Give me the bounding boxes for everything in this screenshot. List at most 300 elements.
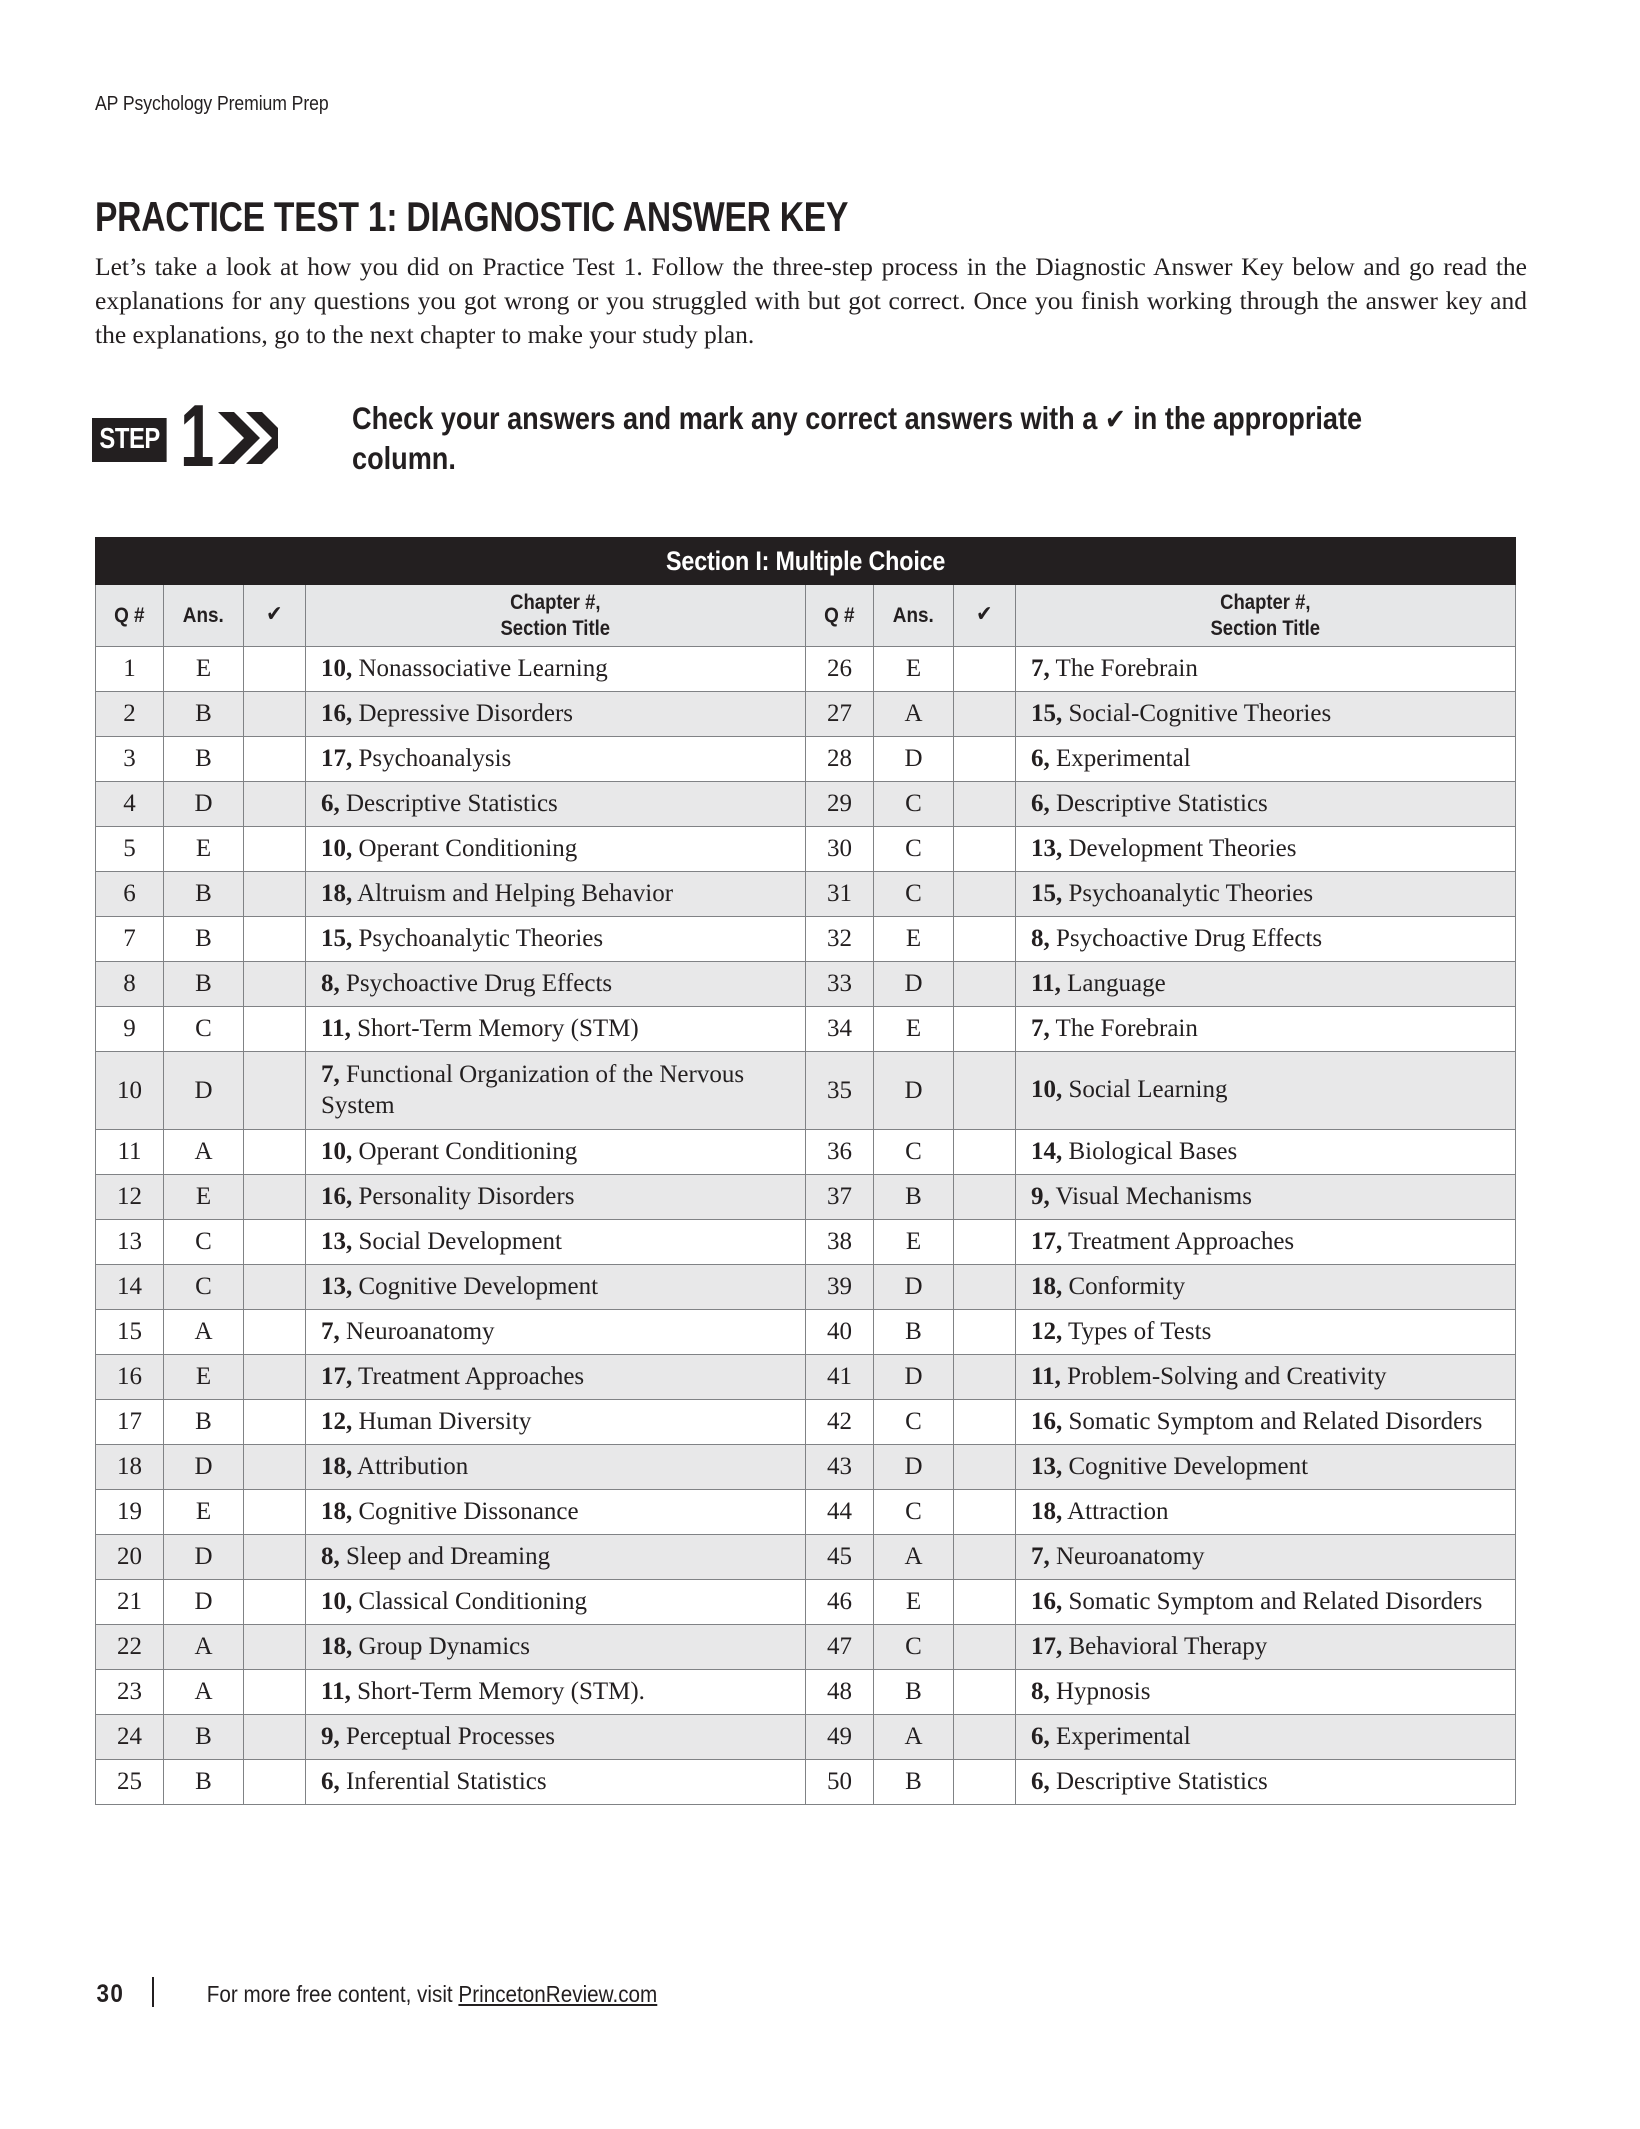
cell-question-number-left: 11: [96, 1130, 164, 1175]
cell-answer-right: C: [874, 1625, 954, 1670]
chapter-number: 6,: [321, 1767, 340, 1795]
cell-chapter-section-left: [306, 872, 806, 917]
cell-chapter-section-right: [1016, 962, 1516, 1007]
cell-answer-right: D: [874, 1355, 954, 1400]
chapter-number: 18,: [321, 1632, 353, 1660]
cell-check-box-left[interactable]: [244, 647, 306, 692]
section-title: Attribution: [352, 1452, 469, 1480]
chapter-number: 17,: [1031, 1227, 1063, 1255]
chapter-number: 14,: [1031, 1137, 1063, 1165]
cell-check-box-right[interactable]: [954, 1130, 1016, 1175]
cell-chapter-section-right: [1016, 1310, 1516, 1355]
cell-question-number-right: 49: [806, 1715, 874, 1760]
cell-answer-right: C: [874, 1490, 954, 1535]
cell-answer-left: E: [164, 647, 244, 692]
cell-question-number-left: 24: [96, 1715, 164, 1760]
table-row: [96, 962, 1516, 1007]
cell-chapter-section-right: [1016, 1175, 1516, 1220]
chapter-number: 6,: [1031, 1767, 1050, 1795]
cell-check-box-right[interactable]: [954, 692, 1016, 737]
chapter-number: 15,: [1031, 699, 1063, 727]
double-chevron-right-icon: [216, 410, 278, 471]
cell-answer-right: E: [874, 1580, 954, 1625]
cell-answer-left: B: [164, 872, 244, 917]
cell-check-box-left[interactable]: [244, 1355, 306, 1400]
chapter-number: 18,: [321, 879, 353, 907]
cell-check-box-right[interactable]: [954, 782, 1016, 827]
section-title: Social-Cognitive Theories: [1062, 699, 1332, 727]
cell-check-box-left[interactable]: [244, 962, 306, 1007]
cell-chapter-section-right: [1016, 1445, 1516, 1490]
cell-answer-left: D: [164, 782, 244, 827]
cell-check-box-right[interactable]: [954, 1265, 1016, 1310]
chapter-number: 16,: [1031, 1407, 1063, 1435]
cell-chapter-section-right: [1016, 1535, 1516, 1580]
cell-check-box-right[interactable]: [954, 872, 1016, 917]
cell-chapter-section-left: [306, 1670, 806, 1715]
cell-chapter-section-left: [306, 692, 806, 737]
cell-check-box-right[interactable]: [954, 827, 1016, 872]
chapter-number: 11,: [321, 1014, 351, 1042]
col-header-ans-right: [874, 585, 954, 647]
cell-answer-left: B: [164, 1715, 244, 1760]
step-instruction: [352, 398, 1367, 479]
section-banner: [96, 538, 1516, 585]
cell-check-box-left[interactable]: [244, 1007, 306, 1052]
cell-check-box-left[interactable]: [244, 737, 306, 782]
cell-answer-right: B: [874, 1310, 954, 1355]
cell-chapter-section-right: [1016, 872, 1516, 917]
cell-question-number-left: 6: [96, 872, 164, 917]
cell-check-box-left[interactable]: [244, 1490, 306, 1535]
cell-check-box-left[interactable]: [244, 1130, 306, 1175]
section-title: Types of Tests: [1062, 1317, 1212, 1345]
section-title: Neuroanatomy: [1049, 1542, 1205, 1570]
col-header-chapter-left-line1: Chapter #,: [510, 591, 601, 615]
table-row: [96, 1265, 1516, 1310]
col-header-check-right: [954, 585, 1016, 647]
cell-chapter-section-left: [306, 1265, 806, 1310]
table-row: [96, 692, 1516, 737]
chapter-number: 13,: [321, 1227, 353, 1255]
cell-question-number-right: 36: [806, 1130, 874, 1175]
cell-answer-left: B: [164, 962, 244, 1007]
section-title: Inferential Statistics: [339, 1767, 547, 1795]
section-title: The Forebrain: [1049, 1014, 1198, 1042]
chapter-number: 10,: [1031, 1076, 1063, 1104]
cell-check-box-right[interactable]: [954, 1007, 1016, 1052]
answer-key-table: [95, 537, 1516, 1805]
table-row: [96, 1130, 1516, 1175]
cell-check-box-left[interactable]: [244, 917, 306, 962]
cell-question-number-left: 25: [96, 1760, 164, 1805]
cell-chapter-section-left: [306, 1355, 806, 1400]
table-row: [96, 1715, 1516, 1760]
cell-answer-right: E: [874, 1220, 954, 1265]
cell-question-number-right: 46: [806, 1580, 874, 1625]
cell-question-number-right: 45: [806, 1535, 874, 1580]
cell-check-box-right[interactable]: [954, 1625, 1016, 1670]
cell-answer-right: C: [874, 872, 954, 917]
cell-check-box-right[interactable]: [954, 1052, 1016, 1130]
cell-check-box-right[interactable]: [954, 1715, 1016, 1760]
section-title: Depressive Disorders: [352, 699, 574, 727]
table-row: [96, 1445, 1516, 1490]
cell-check-box-right[interactable]: [954, 1580, 1016, 1625]
cell-chapter-section-left: [306, 1535, 806, 1580]
step-instruction-part2: in the appropriate column.: [352, 400, 1363, 477]
cell-answer-right: B: [874, 1760, 954, 1805]
cell-question-number-right: 31: [806, 872, 874, 917]
section-title: Attraction: [1062, 1497, 1169, 1525]
cell-answer-right: C: [874, 827, 954, 872]
cell-question-number-right: 48: [806, 1670, 874, 1715]
table-row: [96, 1760, 1516, 1805]
cell-answer-left: C: [164, 1265, 244, 1310]
section-title: Perceptual Processes: [339, 1722, 555, 1750]
cell-chapter-section-left: [306, 1007, 806, 1052]
section-title: Neuroanatomy: [339, 1317, 495, 1345]
cell-check-box-right[interactable]: [954, 1175, 1016, 1220]
cell-question-number-left: 10: [96, 1052, 164, 1130]
page-title: PRACTICE TEST 1: DIAGNOSTIC ANSWER KEY: [95, 193, 849, 241]
cell-chapter-section-right: [1016, 737, 1516, 782]
cell-chapter-section-right: [1016, 647, 1516, 692]
cell-question-number-right: 30: [806, 827, 874, 872]
cell-chapter-section-right: [1016, 1130, 1516, 1175]
cell-answer-right: C: [874, 782, 954, 827]
table-row: [96, 1580, 1516, 1625]
section-title: Personality Disorders: [352, 1182, 575, 1210]
table-row: [96, 872, 1516, 917]
cell-answer-right: B: [874, 1670, 954, 1715]
cell-question-number-right: 37: [806, 1175, 874, 1220]
cell-answer-left: E: [164, 1490, 244, 1535]
table-row: [96, 1400, 1516, 1445]
cell-check-box-left[interactable]: [244, 872, 306, 917]
cell-answer-left: E: [164, 827, 244, 872]
cell-answer-left: C: [164, 1220, 244, 1265]
section-title: Short-Term Memory (STM).: [350, 1677, 645, 1705]
cell-check-box-right[interactable]: [954, 1355, 1016, 1400]
cell-chapter-section-right: [1016, 1580, 1516, 1625]
section-title: Nonassociative Learning: [352, 654, 608, 682]
table-row: [96, 782, 1516, 827]
section-title: Conformity: [1062, 1272, 1186, 1300]
table-banner-row: [96, 538, 1516, 585]
cell-question-number-left: 15: [96, 1310, 164, 1355]
chapter-number: 7,: [1031, 1542, 1050, 1570]
footer-url-link[interactable]: PrincetonReview.com: [458, 1981, 658, 2007]
table-row: [96, 1625, 1516, 1670]
cell-question-number-right: 27: [806, 692, 874, 737]
cell-check-box-right[interactable]: [954, 1490, 1016, 1535]
cell-check-box-right[interactable]: [954, 1670, 1016, 1715]
section-title: Altruism and Helping Behavior: [352, 879, 674, 907]
cell-answer-left: A: [164, 1670, 244, 1715]
step-number: 1: [180, 386, 215, 485]
cell-question-number-left: 16: [96, 1355, 164, 1400]
cell-chapter-section-right: [1016, 1052, 1516, 1130]
cell-check-box-left[interactable]: [244, 1535, 306, 1580]
section-title: Social Development: [352, 1227, 562, 1255]
cell-check-box-right[interactable]: [954, 1445, 1016, 1490]
cell-question-number-right: 32: [806, 917, 874, 962]
cell-chapter-section-right: [1016, 1760, 1516, 1805]
chapter-number: 18,: [321, 1497, 353, 1525]
cell-question-number-left: 3: [96, 737, 164, 782]
table-row: [96, 1310, 1516, 1355]
cell-question-number-right: 40: [806, 1310, 874, 1355]
section-title: Social Learning: [1062, 1076, 1228, 1104]
cell-check-box-right[interactable]: [954, 1400, 1016, 1445]
cell-answer-right: A: [874, 692, 954, 737]
chapter-number: 17,: [321, 1362, 353, 1390]
col-header-check-left: [244, 585, 306, 647]
cell-answer-left: A: [164, 1130, 244, 1175]
table-row: [96, 1355, 1516, 1400]
cell-chapter-section-right: [1016, 782, 1516, 827]
cell-chapter-section-right: [1016, 1007, 1516, 1052]
cell-question-number-right: 28: [806, 737, 874, 782]
step-badge: [92, 386, 297, 485]
cell-chapter-section-left: [306, 1310, 806, 1355]
chapter-number: 7,: [1031, 654, 1050, 682]
cell-chapter-section-left: [306, 917, 806, 962]
cell-check-box-left[interactable]: [244, 1220, 306, 1265]
chapter-number: 16,: [321, 699, 353, 727]
section-title: Descriptive Statistics: [1049, 1767, 1268, 1795]
chapter-number: 13,: [1031, 1452, 1063, 1480]
cell-answer-left: D: [164, 1580, 244, 1625]
cell-chapter-section-left: [306, 782, 806, 827]
cell-check-box-left[interactable]: [244, 692, 306, 737]
footer-text-label: For more free content, visit: [206, 1981, 459, 2007]
cell-check-box-right[interactable]: [954, 1220, 1016, 1265]
chapter-number: 12,: [321, 1407, 353, 1435]
cell-check-box-left[interactable]: [244, 1715, 306, 1760]
cell-answer-right: D: [874, 1265, 954, 1310]
section-title: Language: [1060, 969, 1166, 997]
cell-check-box-left[interactable]: [244, 827, 306, 872]
cell-answer-right: D: [874, 1445, 954, 1490]
section-title: Cognitive Development: [352, 1272, 599, 1300]
cell-answer-left: A: [164, 1310, 244, 1355]
table-row: [96, 827, 1516, 872]
running-head: AP Psychology Premium Prep: [95, 92, 329, 115]
section-title: Experimental: [1049, 744, 1191, 772]
cell-chapter-section-right: [1016, 1220, 1516, 1265]
chapter-number: 10,: [321, 654, 353, 682]
cell-chapter-section-left: [306, 1625, 806, 1670]
cell-chapter-section-left: [306, 1175, 806, 1220]
cell-question-number-left: 2: [96, 692, 164, 737]
cell-check-box-left[interactable]: [244, 1670, 306, 1715]
cell-check-box-left[interactable]: [244, 1310, 306, 1355]
table-row: [96, 1175, 1516, 1220]
table-row: [96, 647, 1516, 692]
chapter-number: 11,: [1031, 969, 1061, 997]
cell-chapter-section-right: [1016, 1265, 1516, 1310]
section-title: Psychoanalysis: [352, 744, 512, 772]
section-title: Operant Conditioning: [352, 834, 578, 862]
cell-question-number-left: 7: [96, 917, 164, 962]
cell-chapter-section-right: [1016, 1400, 1516, 1445]
cell-question-number-right: 35: [806, 1052, 874, 1130]
cell-chapter-section-left: [306, 1580, 806, 1625]
section-title: Treatment Approaches: [1062, 1227, 1295, 1255]
cell-chapter-section-left: [306, 1052, 806, 1130]
col-header-chapter-right-line2: Section Title: [1210, 616, 1321, 640]
chapter-number: 16,: [1031, 1587, 1063, 1615]
cell-chapter-section-left: [306, 962, 806, 1007]
cell-check-box-right[interactable]: [954, 1760, 1016, 1805]
cell-answer-right: D: [874, 1052, 954, 1130]
section-title: Operant Conditioning: [352, 1137, 578, 1165]
cell-check-box-left[interactable]: [244, 1265, 306, 1310]
cell-chapter-section-right: [1016, 692, 1516, 737]
cell-answer-left: B: [164, 1760, 244, 1805]
cell-check-box-left[interactable]: [244, 1625, 306, 1670]
cell-question-number-right: 33: [806, 962, 874, 1007]
cell-answer-right: D: [874, 737, 954, 782]
cell-question-number-right: 26: [806, 647, 874, 692]
cell-chapter-section-left: [306, 1760, 806, 1805]
cell-question-number-right: 44: [806, 1490, 874, 1535]
chapter-number: 12,: [1031, 1317, 1063, 1345]
step-banner: [92, 386, 1532, 485]
cell-chapter-section-right: [1016, 1355, 1516, 1400]
section-title: Behavioral Therapy: [1062, 1632, 1268, 1660]
table-row: [96, 1052, 1516, 1130]
col-header-chapter-right: [1016, 585, 1516, 647]
step-instruction-part1: Check your answers and mark any correct answers with a: [352, 400, 1105, 436]
cell-check-box-right[interactable]: [954, 917, 1016, 962]
cell-check-box-left[interactable]: [244, 1445, 306, 1490]
cell-chapter-section-left: [306, 827, 806, 872]
cell-question-number-right: 47: [806, 1625, 874, 1670]
section-title: Descriptive Statistics: [339, 789, 558, 817]
cell-question-number-left: 22: [96, 1625, 164, 1670]
cell-answer-right: A: [874, 1535, 954, 1580]
cell-check-box-left[interactable]: [244, 782, 306, 827]
cell-chapter-section-left: [306, 1715, 806, 1760]
cell-chapter-section-left: [306, 1445, 806, 1490]
cell-question-number-left: 4: [96, 782, 164, 827]
cell-answer-left: D: [164, 1535, 244, 1580]
cell-question-number-left: 12: [96, 1175, 164, 1220]
cell-check-box-left[interactable]: [244, 1175, 306, 1220]
cell-question-number-right: 39: [806, 1265, 874, 1310]
table-row: [96, 1535, 1516, 1580]
cell-answer-right: C: [874, 1130, 954, 1175]
cell-check-box-left[interactable]: [244, 1580, 306, 1625]
cell-question-number-left: 13: [96, 1220, 164, 1265]
cell-question-number-right: 41: [806, 1355, 874, 1400]
section-title: Human Diversity: [352, 1407, 532, 1435]
cell-chapter-section-left: [306, 1400, 806, 1445]
cell-chapter-section-right: [1016, 917, 1516, 962]
cell-answer-right: E: [874, 1007, 954, 1052]
cell-check-box-right[interactable]: [954, 1310, 1016, 1355]
chapter-number: 18,: [1031, 1497, 1063, 1525]
chapter-number: 10,: [321, 834, 353, 862]
section-title: Sleep and Dreaming: [339, 1542, 551, 1570]
footer-text: [207, 1981, 658, 2008]
section-title: Somatic Symptom and Related Disorders: [1062, 1587, 1483, 1615]
cell-answer-right: E: [874, 917, 954, 962]
section-title: Functional Organization of the Nervous System: [321, 1061, 745, 1119]
cell-check-box-right[interactable]: [954, 962, 1016, 1007]
chapter-number: 13,: [321, 1272, 353, 1300]
section-title: Psychoanalytic Theories: [1062, 879, 1314, 907]
chapter-number: 10,: [321, 1137, 353, 1165]
cell-question-number-left: 23: [96, 1670, 164, 1715]
cell-chapter-section-right: [1016, 1715, 1516, 1760]
section-title: Group Dynamics: [352, 1632, 530, 1660]
step-label: STEP: [92, 418, 166, 462]
check-glyph-icon: ✔: [1104, 402, 1126, 436]
cell-check-box-right[interactable]: [954, 737, 1016, 782]
chapter-number: 17,: [321, 744, 353, 772]
cell-check-box-right[interactable]: [954, 647, 1016, 692]
cell-answer-right: B: [874, 1175, 954, 1220]
cell-check-box-left[interactable]: [244, 1400, 306, 1445]
chapter-number: 17,: [1031, 1632, 1063, 1660]
col-header-chapter-left: [306, 585, 806, 647]
chapter-number: 9,: [321, 1722, 340, 1750]
cell-answer-right: A: [874, 1715, 954, 1760]
check-icon-left: ✔: [266, 602, 283, 628]
cell-question-number-left: 14: [96, 1265, 164, 1310]
table-row: [96, 1220, 1516, 1265]
section-title: Descriptive Statistics: [1049, 789, 1268, 817]
chapter-number: 7,: [321, 1317, 340, 1345]
cell-question-number-left: 20: [96, 1535, 164, 1580]
chapter-number: 6,: [1031, 744, 1050, 772]
section-title: Treatment Approaches: [352, 1362, 585, 1390]
cell-answer-left: C: [164, 1007, 244, 1052]
section-title: Psychoactive Drug Effects: [1049, 924, 1323, 952]
cell-answer-left: B: [164, 737, 244, 782]
col-header-q-right: [806, 585, 874, 647]
table-row: [96, 1007, 1516, 1052]
table-column-header-row: [96, 585, 1516, 647]
chapter-number: 7,: [321, 1061, 340, 1088]
section-title: Experimental: [1049, 1722, 1191, 1750]
cell-check-box-left[interactable]: [244, 1760, 306, 1805]
cell-question-number-left: 18: [96, 1445, 164, 1490]
cell-check-box-left[interactable]: [244, 1052, 306, 1130]
chapter-number: 7,: [1031, 1014, 1050, 1042]
cell-chapter-section-left: [306, 1130, 806, 1175]
table-row: [96, 917, 1516, 962]
cell-question-number-right: 34: [806, 1007, 874, 1052]
table-row: [96, 1670, 1516, 1715]
cell-answer-right: E: [874, 647, 954, 692]
cell-answer-left: E: [164, 1355, 244, 1400]
cell-question-number-right: 29: [806, 782, 874, 827]
cell-answer-left: A: [164, 1625, 244, 1670]
cell-chapter-section-left: [306, 1490, 806, 1535]
cell-answer-left: E: [164, 1175, 244, 1220]
chapter-number: 11,: [1031, 1362, 1061, 1390]
section-title: Cognitive Dissonance: [352, 1497, 579, 1525]
section-title: Development Theories: [1062, 834, 1297, 862]
chapter-number: 6,: [1031, 1722, 1050, 1750]
cell-check-box-right[interactable]: [954, 1535, 1016, 1580]
section-title: Biological Bases: [1062, 1137, 1238, 1165]
